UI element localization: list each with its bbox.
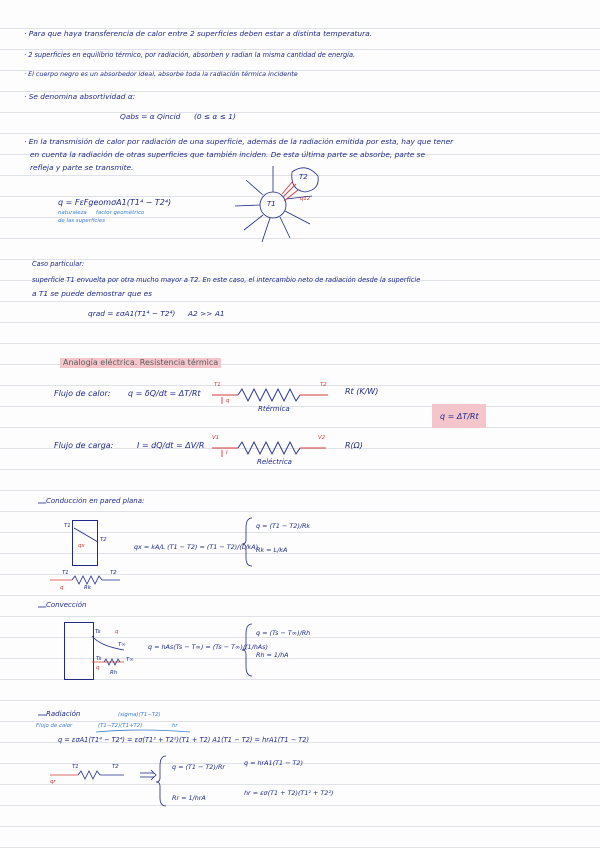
intro-line-4: · Se denomina absortividad α: [24,92,136,101]
radiation-formula: q = εσA1(T1⁴ − T2⁴) = εσ(T1² + T2²)(T1 + T2) A1(T1 − T2) = hrA1(T1 − T2) [58,736,310,744]
charge-units: R(Ω) [345,441,363,450]
convection-formula: q = hAs(Ts − T∞) = (Ts − T∞)/(1/hAs) [148,643,268,651]
label-q12: q12 [300,196,311,202]
conduction-title: Conducción en pared plana: [46,497,145,505]
note-factor: factor geométrico [96,210,145,216]
conduction-res-label: Rk [84,585,91,591]
intro-line-3: · El cuerpo negro es un absorbedor ideal, absorbe toda la radiación térmica incidente [24,70,298,78]
charge-v2: V2 [318,435,326,441]
conduction-t2: T2 [100,537,107,543]
convection-tinf: T∞ [118,642,126,648]
convection-ts: Ts [95,629,101,635]
radiation-result-2: Rr = 1/hrA [172,794,206,802]
conduction-result-1: q = (T1 − T2)/Rk [256,522,311,530]
radiation-res-q: qr [50,779,56,785]
conduction-res-t2: T2 [110,570,117,576]
special-case-condition: A2 >> A1 [188,309,225,318]
charge-flow-formula: I = dQ/dt = ΔV/R [137,441,205,450]
radiation-result-1: q = (T1 − T2)/Rr [172,763,226,771]
convection-result-2: Rh = 1/hA [256,651,289,659]
intro-line-1: · Para que haya transferencia de calor entre 2 superficies deben estar a distinta temperatura. [24,29,373,38]
special-case-title: Caso particular: [32,260,85,268]
boxed-formula: q = ΔT/Rt [440,412,479,421]
convection-res-q: q [96,665,100,671]
convection-result-1: q = (Ts − T∞)/Rh [256,629,311,637]
heat-q: q [226,398,230,404]
conduction-res-t1: T1 [62,570,69,576]
transmission-line-1: · En la transmisión de calor por radiación de una superficie, además de la radiación emitida por esta, hay que tener [24,137,454,146]
radiation-top-note-3: hr [172,723,178,729]
heat-units: Rt (K/W) [345,387,379,396]
radiation-title: Radiación [46,710,81,718]
conduction-formula: qx = kA/L (T1 − T2) = (T1 − T2)/(L/kA) [134,543,259,551]
radiation-top-note-1: (sigma)(T1−T2) [118,712,161,718]
special-case-line-1: superficie T1 envuelta por otra mucho mayor a T2. En este caso, el intercambio neto de radiación desde la superficie [32,276,421,284]
conduction-t1: T1 [64,523,71,529]
heat-resistor-label: Rtérmica [258,405,290,413]
intro-line-2: · 2 superficies en equilibrio térmico, por radiación, absorben y radian la misma cantidad de energía. [24,51,356,59]
label-t1: T1 [267,200,276,208]
note-emissivity: naturaleza [58,210,87,216]
transmission-line-3: refleja y parte se transmite. [30,163,134,172]
conduction-q: qx [78,543,85,549]
heat-t2: T2 [320,382,327,388]
convection-q: q [115,629,119,635]
charge-flow-label: Flujo de carga: [54,441,114,450]
special-case-line-2: a T1 se puede demostrar que es [32,289,153,298]
radiation-res-t2: T2 [112,764,119,770]
absorb-formula: Qabs = α Qincid [120,112,181,121]
conduction-res-q: q [60,585,64,591]
convection-res-label: Rh [110,670,118,676]
convection-res-ts: Ts [96,656,102,662]
transmission-line-2: en cuenta la radiación de otras superficies que también inciden. De esta última parte se absorbe, parte se [30,150,426,159]
heat-t1: T1 [214,382,221,388]
charge-i: I [226,450,228,456]
absorb-range: (0 ≤ α ≤ 1) [194,112,236,121]
radiation-side-note: Flujo de calor [36,723,73,729]
heat-flow-label: Flujo de calor: [54,389,111,398]
charge-resistor-label: Reléctrica [257,458,292,466]
convection-title: Convección [46,601,87,609]
transmission-formula: q = FεFgeomσA1(T1⁴ − T2⁴) [58,198,172,207]
radiation-top-note-2: (T1−T2)(T1+T2) [98,723,143,729]
convection-res-tinf: T∞ [126,657,134,663]
radiation-result-4: hr = εσ(T1 + T2)(T1² + T2²) [244,789,334,797]
radiation-res-t1: T1 [72,764,79,770]
label-t2: T2 [299,173,308,181]
note-surfaces: de las superficies [58,218,106,224]
analogy-title: Analogía eléctrica. Resistencia térmica [60,358,221,368]
conduction-result-2: Rk = L/kA [256,546,288,554]
charge-v1: V1 [212,435,220,441]
special-case-formula: qrad = εσA1(T1⁴ − T2⁴) [88,309,176,318]
heat-flow-formula: q = δQ/dt = ΔT/Rt [128,389,201,398]
radiation-result-3: q = hrA1(T1 − T2) [244,759,303,767]
